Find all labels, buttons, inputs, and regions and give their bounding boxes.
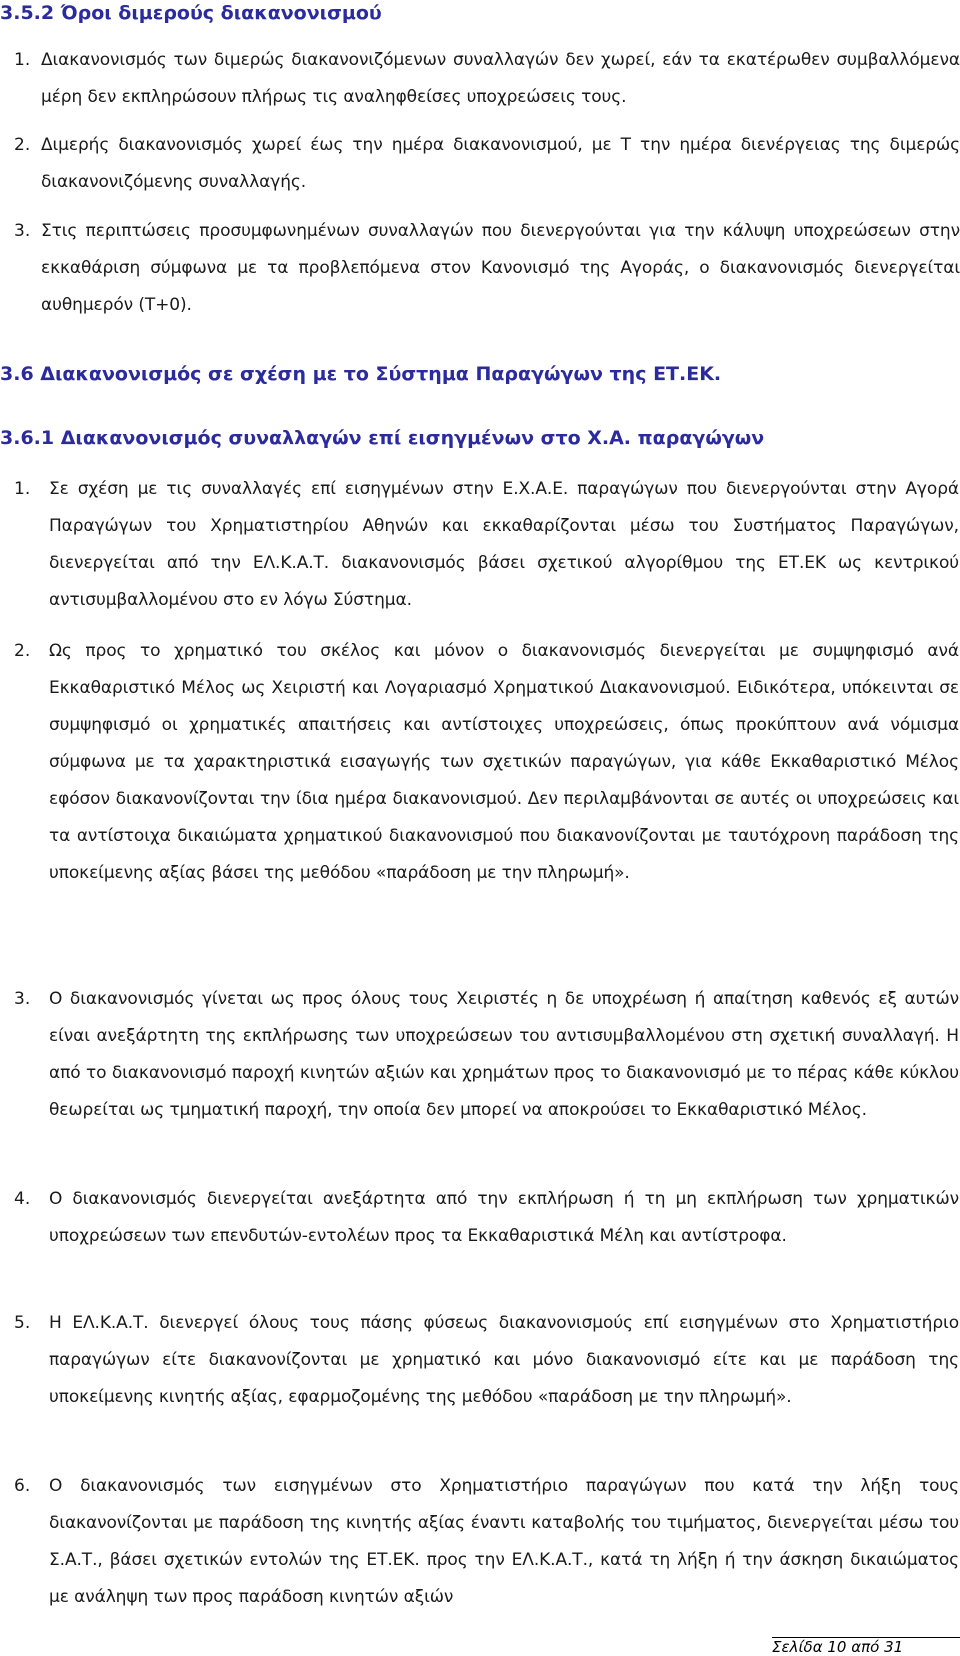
list-item-text: Διακανονισμός των διμερώς διακανονιζόμενων συναλλαγών δεν χωρεί, εάν τα εκατέρωθεν συμβαλλόμενα μέρη δεν εκπληρώσουν πλήρως τις αναληφθείσες υποχρεώσεις τους. <box>41 50 960 107</box>
list-item-number: 1. <box>14 479 31 499</box>
list-item-text: Η ΕΛ.Κ.Α.Τ. διενεργεί όλους τους πάσης φύσεως διακανονισμούς επί εισηγμένων στο Χρηματιστήριο παραγώγων είτε διακανονίζονται με χρηματικό και μόνο διακανονισμό είτε και με παράδοση της υποκείμενης κινητής αξίας, εφαρμοζομένης της μεθόδου «παράδοση με την πληρωμή». <box>49 1313 959 1407</box>
list-item-text: Σε σχέση με τις συναλλαγές επί εισηγμένων στην Ε.Χ.Α.Ε. παραγώγων που διενεργούνται στην Αγορά Παραγώγων του Χρηματιστηρίου Αθηνών και εκκαθαρίζονται μέσω του Συστήματος Παραγώγων, διενεργείται από την ΕΛ.Κ.Α.Τ. διακανονισμός βάσει σχετικού αλγορίθμου της ΕΤ.ΕΚ ως κεντρικού αντισυμβαλλομένου στο εν λόγω Σύστημα. <box>49 479 959 610</box>
section-heading-3-6-1: 3.6.1 Διακανονισμός συναλλαγών επί εισηγμένων στο Χ.Α. παραγώγων <box>0 427 765 449</box>
section-heading-3-5-2: 3.5.2 Όροι διμερούς διακανονισμού <box>0 2 382 24</box>
list-item-text: Διμερής διακανονισμός χωρεί έως την ημέρα διακανονισμού, με T την ημέρα διενέργειας της διμερώς διακανονιζόμενης συναλλαγής. <box>41 135 960 192</box>
list-item-number: 2. <box>14 641 31 661</box>
list-item-text: Ο διακανονισμός γίνεται ως προς όλους τους Χειριστές η δε υποχρέωση ή απαίτηση καθενός εξ αυτών είναι ανεξάρτητη της εκπλήρωσης των υποχρεώσεων του αντισυμβαλλομένου στη σχετική συναλλαγή. Η από το διακανονισμό παροχή κινητών αξιών και χρημάτων προς το διακανονισμό με το πέρας κάθε κύκλου θεωρείται ως τμηματική παροχή, την οποία δεν μπορεί να αποκρούσει το Εκκαθαριστικό Μέλος. <box>49 989 959 1120</box>
list-item-number: 3. <box>14 221 31 241</box>
list-item-text: Ως προς το χρηματικό του σκέλος και μόνον ο διακανονισμός διενεργείται με συμψηφισμό ανά Εκκαθαριστικό Μέλος ως Χειριστή και Λογαριασμό Χρηματικού Διακανονισμού. Ειδικότερα, υπόκεινται σε συμψηφισμό οι χρηματικές απαιτήσεις και αντίστοιχες υποχρεώσεις, όπως προκύπτουν ανά νόμισμα σύμφωνα με τα χαρακτηριστικά εισαγωγής των σχετικών παραγώγων, για κάθε Εκκαθαριστικό Μέλος εφόσον διακανονίζονται την ίδια ημέρα διακανονισμού. Δεν περιλαμβάνονται σε αυτές οι υποχρεώσεις και τα αντίστοιχα δικαιώματα χρηματικού διακανονισμού που διακανονίζονται με ταυτόχρονη παράδοση της υποκείμενης αξίας βάσει της μεθόδου «παράδοση με την πληρωμή». <box>49 641 959 883</box>
page-number: Σελίδα 10 από 31 <box>772 1638 904 1656</box>
list-item-text: Στις περιπτώσεις προσυμφωνημένων συναλλαγών που διενεργούνται για την κάλυψη υποχρεώσεων στην εκκαθάριση σύμφωνα με τα προβλεπόμενα στον Κανονισμό της Αγοράς, ο διακανονισμός διενεργείται αυθημερόν (T+0). <box>41 221 960 315</box>
list-item-number: 1. <box>14 50 31 70</box>
list-item-number: 6. <box>14 1476 31 1496</box>
list-item-number: 2. <box>14 135 31 155</box>
list-item-text: Ο διακανονισμός διενεργείται ανεξάρτητα από την εκπλήρωση ή τη μη εκπλήρωση των χρηματικών υποχρεώσεων των επενδυτών-εντολέων προς τα Εκκαθαριστικά Μέλη και αντίστροφα. <box>49 1189 959 1246</box>
list-item-number: 4. <box>14 1189 31 1209</box>
list-item-number: 3. <box>14 989 31 1009</box>
list-item-number: 5. <box>14 1313 31 1333</box>
list-item-text: Ο διακανονισμός των εισηγμένων στο Χρηματιστήριο παραγώγων που κατά την λήξη τους διακανονίζονται με παράδοση της κινητής αξίας έναντι καταβολής του τιμήματος, διενεργείται μέσω του Σ.Α.Τ., βάσει σχετικών εντολών της ΕΤ.ΕΚ. προς την ΕΛ.Κ.Α.Τ., κατά τη λήξη ή την άσκηση δικαιώματος με ανάληψη των προς παράδοση κινητών αξιών <box>49 1476 959 1607</box>
section-heading-3-6: 3.6 Διακανονισμός σε σχέση με το Σύστημα Παραγώγων της ΕΤ.ΕΚ. <box>0 363 722 385</box>
